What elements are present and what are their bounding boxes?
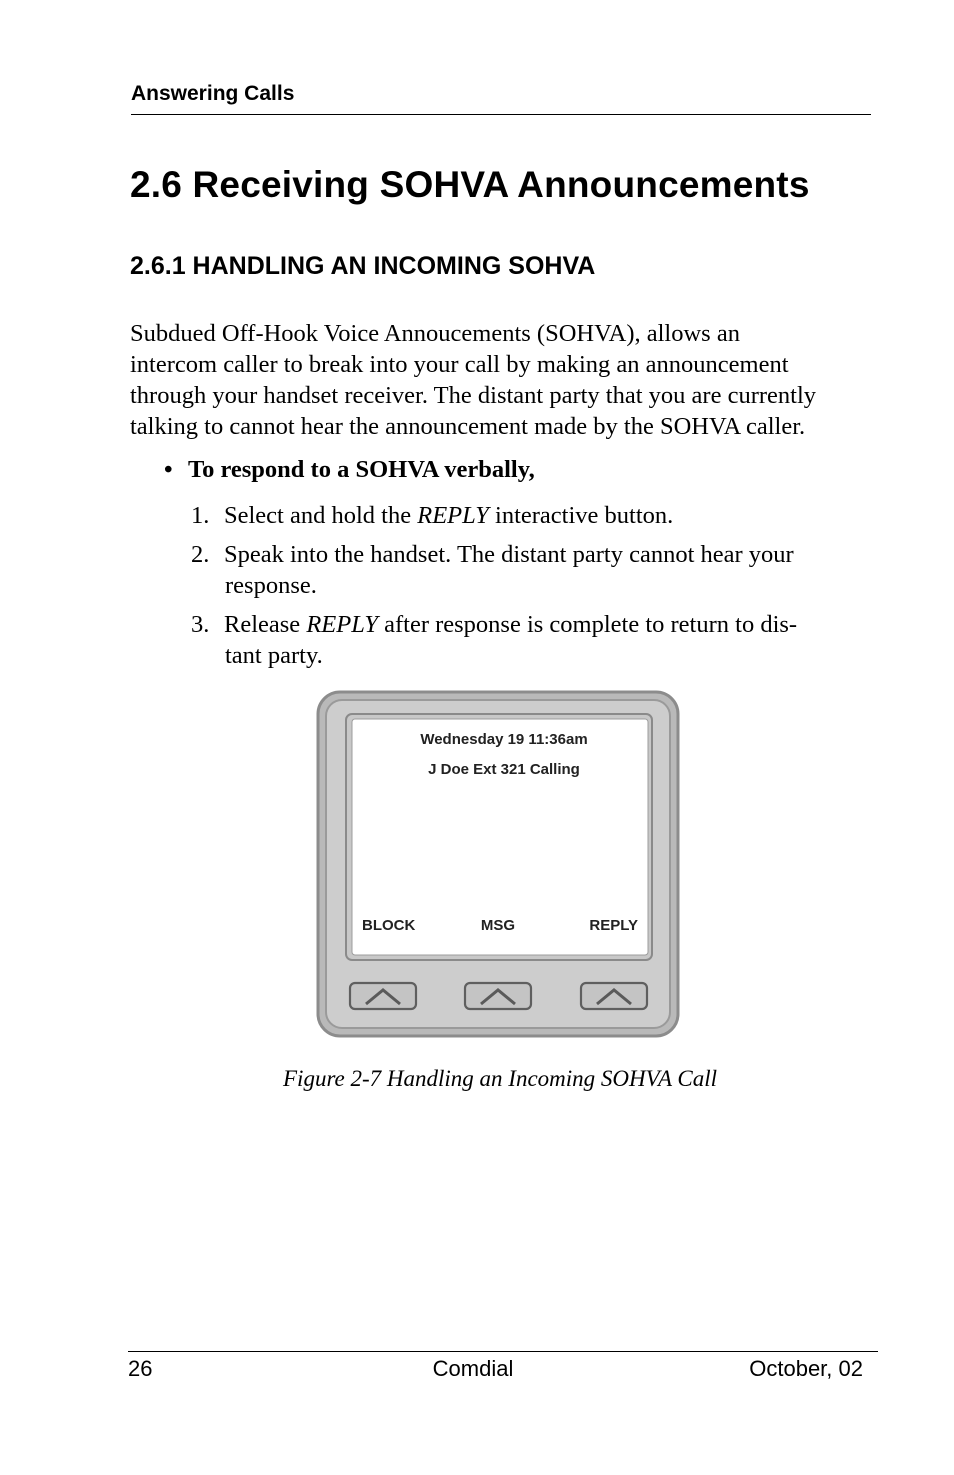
- softkey-button-reply[interactable]: [581, 983, 647, 1009]
- softkey-button-block[interactable]: [350, 983, 416, 1009]
- section-title: 2.6 Receiving SOHVA Announcements: [130, 164, 810, 205]
- step-key-reply: REPLY: [306, 611, 378, 638]
- step-text-continued: tant party.: [225, 642, 323, 669]
- step-text: interactive button.: [488, 502, 674, 529]
- intro-line: intercom caller to break into your call by making an announcement: [130, 351, 789, 378]
- figure-caption: Figure 2-7 Handling an Incoming SOHVA Call: [283, 1066, 717, 1091]
- page-number: 26: [128, 1356, 153, 1381]
- bullet-text: To respond to a SOHVA verbally,: [188, 456, 535, 483]
- intro-line: Subdued Off-Hook Voice Annoucements (SOHVA), allows an: [130, 320, 740, 347]
- header-rule: [131, 114, 871, 115]
- phone-display-figure: [316, 690, 680, 1038]
- step-text: Release: [224, 611, 307, 638]
- footer-date: October, 02: [749, 1356, 863, 1381]
- display-date-time: Wednesday 19 11:36am: [420, 731, 588, 748]
- softkey-label-reply: REPLY: [589, 917, 638, 934]
- step-1: [191, 500, 673, 531]
- intro-line: talking to cannot hear the announcement made by the SOHVA caller.: [130, 413, 806, 440]
- softkey-button-msg[interactable]: [465, 983, 531, 1009]
- intro-line: through your handset receiver. The distant party that you are currently: [130, 382, 816, 409]
- step-text-continued: response.: [225, 572, 317, 599]
- intro-paragraph: [130, 318, 875, 442]
- bullet-item: [164, 456, 535, 484]
- subsection-title: 2.6.1 HANDLING AN INCOMING SOHVA: [130, 252, 596, 280]
- footer-rule: [128, 1351, 878, 1352]
- softkey-label-block: BLOCK: [362, 917, 416, 934]
- footer-company: Comdial: [432, 1356, 514, 1381]
- softkey-label-msg: MSG: [480, 917, 516, 934]
- running-head: Answering Calls: [131, 82, 295, 105]
- step-text: Select and hold the: [224, 502, 418, 529]
- step-text: after response is complete to return to dis-: [377, 611, 798, 638]
- step-key-reply: REPLY: [417, 502, 489, 529]
- step-number: 1.: [191, 502, 210, 529]
- step-number: 2.: [191, 541, 210, 568]
- step-number: 3.: [191, 611, 210, 638]
- step-2: [191, 539, 794, 601]
- display-caller: J Doe Ext 321 Calling: [428, 761, 580, 778]
- bullet-symbol: •: [164, 456, 173, 483]
- step-3: [191, 609, 797, 671]
- step-text: Speak into the handset. The distant party cannot hear your: [224, 541, 794, 568]
